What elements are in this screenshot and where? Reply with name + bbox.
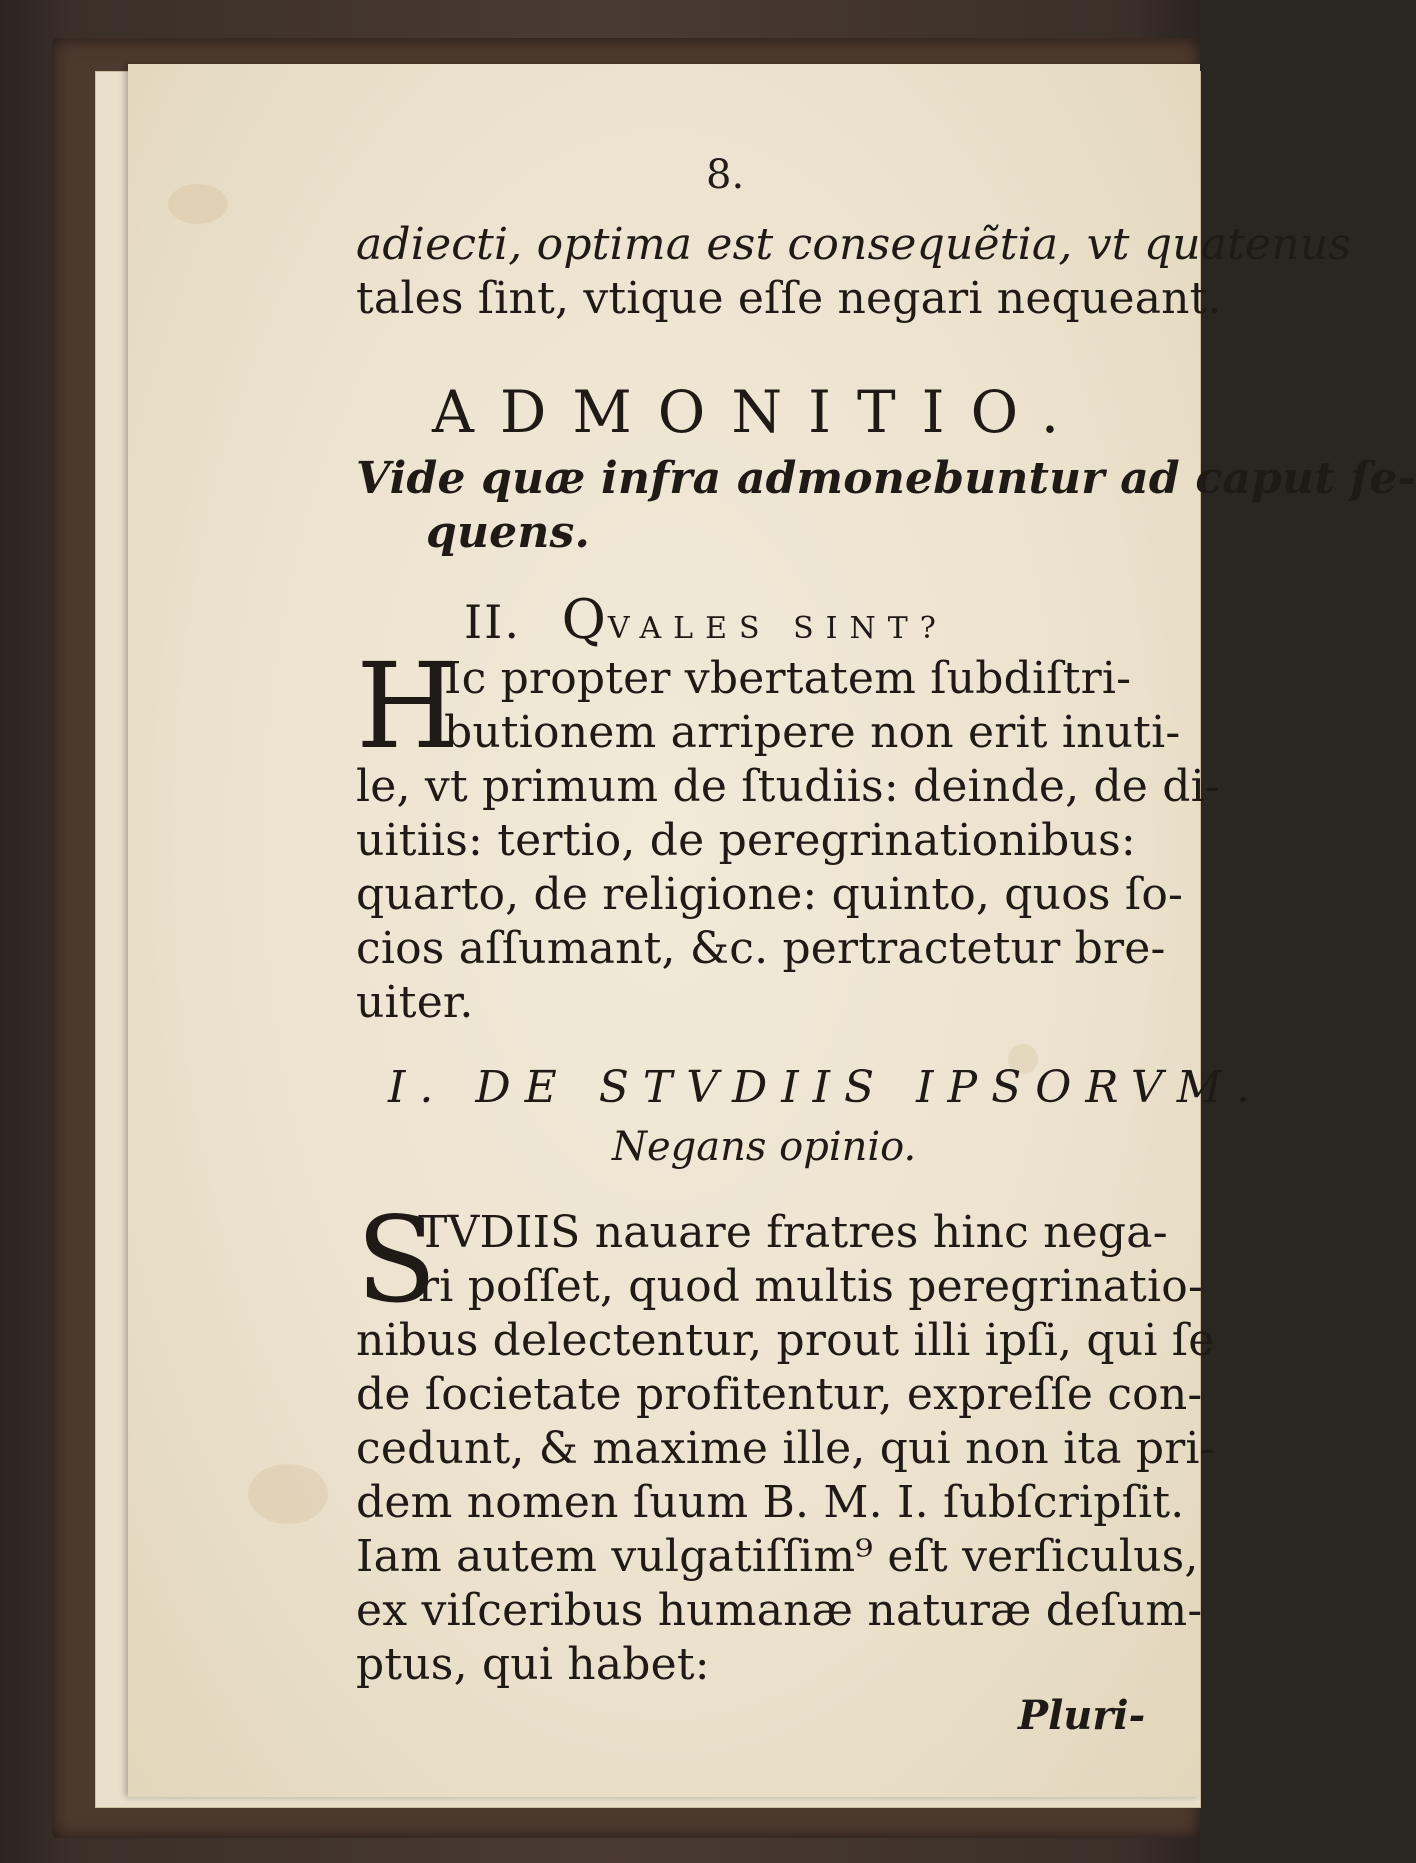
- dropcap-s: S: [356, 1191, 437, 1329]
- question-numeral: II.: [464, 595, 521, 649]
- foxing-stain: [248, 1464, 328, 1524]
- para2-line: Iam autem vulgatiſſim⁹ eſt verſiculus,: [356, 1531, 1199, 1582]
- para1-line: le, vt primum de ſtudiis: deinde, de di-: [356, 761, 1220, 812]
- para2-line: dem nomen ſuum B. M. I. ſubſcripſit.: [356, 1477, 1185, 1528]
- foxing-stain: [168, 184, 228, 224]
- para2-line: nibus delectentur, prout illi ipſi, qui ſe: [356, 1315, 1215, 1366]
- paragraph-1: [356, 637, 1220, 1030]
- question-initial: Q: [561, 588, 608, 651]
- para2-line: de ſocietate profitentur, expreſſe con-: [356, 1369, 1203, 1420]
- para1-line: uiter.: [356, 977, 474, 1028]
- para1-line: butionem arripere non erit inuti-: [444, 707, 1181, 758]
- opening-text: [356, 218, 1352, 326]
- dropcap-h: H: [356, 637, 459, 775]
- para2-line: ptus, qui habet:: [356, 1639, 710, 1690]
- section-title: I. DE STVDIIS IPSORVM.: [388, 1062, 1264, 1113]
- admonitio-text: [356, 452, 1416, 560]
- question-rest: VALES SINT?: [607, 611, 948, 646]
- para2-line: ex viſceribus humanæ naturæ deſum-: [356, 1585, 1203, 1636]
- para2-line: TVDIIS nauare fratres hinc nega-: [418, 1207, 1168, 1258]
- opening-line-1: adiecti, optima est consequẽtia, vt quatenus: [356, 219, 1352, 270]
- page-number: 8.: [706, 152, 745, 198]
- para1-line: Ic propter vbertatem ſubdiſtri-: [444, 653, 1132, 704]
- para1-line: uitiis: tertio, de peregrinationibus:: [356, 815, 1136, 866]
- admonitio-heading: ADMONITIO.: [432, 378, 1086, 446]
- paragraph-2: [356, 1191, 1215, 1692]
- opening-line-2: tales ſint, vtique eſſe negari nequeant.: [356, 273, 1222, 324]
- question-heading: [464, 588, 948, 651]
- para1-line: quarto, de religione: quinto, quos ſo-: [356, 869, 1184, 920]
- para2-line: cedunt, & maxime ille, qui non ita pri-: [356, 1423, 1215, 1474]
- para2-line: ri poſſet, quod multis peregrinatio-: [418, 1261, 1204, 1312]
- admonitio-line-1: Vide quæ infra admonebuntur ad caput ſe-: [356, 453, 1416, 504]
- section-subtitle: Negans opinio.: [612, 1124, 917, 1170]
- para1-line: cios aſſumant, &c. pertractetur bre-: [356, 923, 1166, 974]
- admonitio-line-2: quens.: [426, 507, 591, 558]
- catchword: Pluri-: [1018, 1692, 1146, 1739]
